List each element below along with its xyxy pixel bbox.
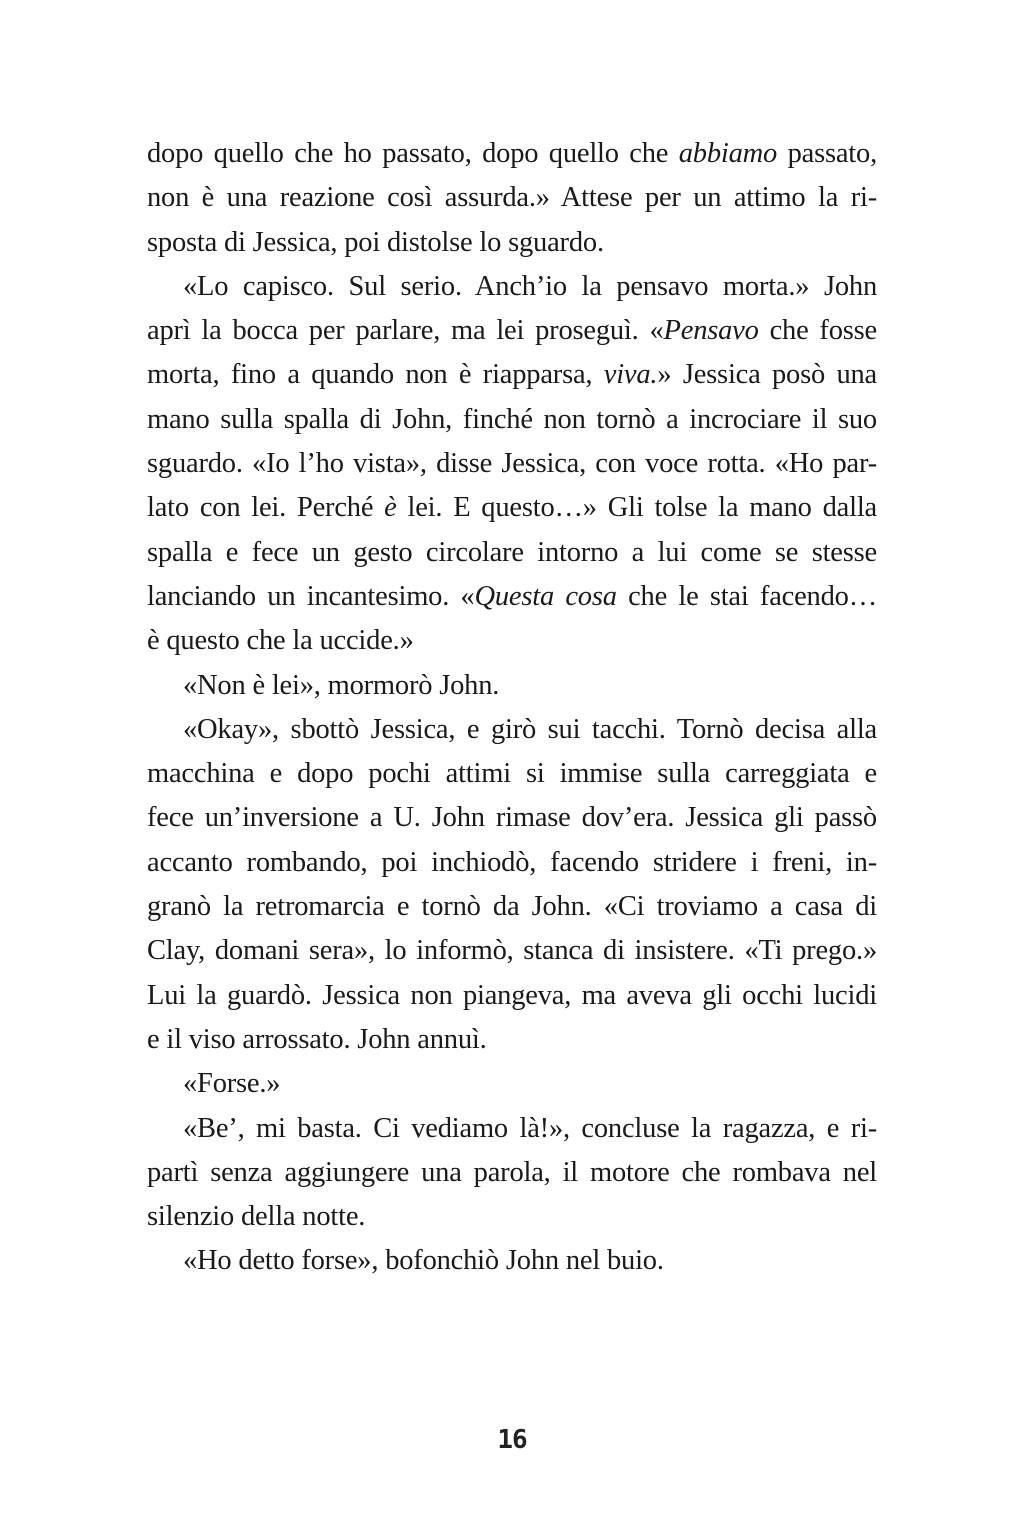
text-line	[147, 309, 877, 353]
text-segment: aprì la bocca per parlare, ma lei proseguì. «	[147, 315, 664, 347]
text-line	[147, 1195, 877, 1239]
text-segment: «Lo capisco. Sul serio. Anch’io la pensavo morta.» John	[183, 270, 877, 302]
text-segment: macchina e dopo pochi attimi si immise sulla carreggiata e	[147, 758, 877, 790]
text-line	[147, 885, 877, 929]
text-segment: lei. E questo…» Gli tolse la mano dalla	[396, 492, 877, 524]
text-segment: accanto rombando, poi inchiodò, facendo stridere i freni, in-	[147, 846, 877, 878]
text-segment: «Be’, mi basta. Ci vediamo là!», concluse la ragazza, e ri-	[183, 1112, 877, 1144]
text-segment: passato,	[777, 138, 877, 169]
italic-text: Questa cosa	[474, 580, 617, 612]
text-segment: granò la retromarcia e tornò da John. «Ci troviamo a casa di	[147, 891, 877, 923]
text-line	[147, 619, 877, 663]
italic-text: abbiamo	[678, 138, 778, 169]
text-segment: Lui la guardò. Jessica non piangeva, ma aveva gli occhi lucidi	[147, 979, 877, 1011]
book-page-body	[147, 132, 877, 1284]
page-number: 16	[497, 1425, 527, 1455]
text-segment: fece un’inversione a U. John rimase dov’era. Jessica gli passò	[147, 802, 877, 834]
text-segment: è questo che la uccide.»	[147, 625, 414, 657]
text-segment: che fosse	[758, 315, 877, 347]
text-line	[147, 221, 877, 265]
text-line	[147, 442, 877, 486]
text-segment: che le stai facendo…	[616, 580, 877, 612]
text-segment: «Non è lei», mormorò John.	[183, 669, 500, 701]
italic-text: è	[384, 492, 397, 524]
text-line	[147, 132, 877, 176]
text-line	[147, 176, 877, 220]
text-line	[147, 575, 877, 619]
text-line	[147, 1239, 877, 1283]
text-line	[147, 1151, 877, 1195]
text-segment: e il viso arrossato. John annuì.	[147, 1023, 487, 1055]
text-segment: sguardo. «Io l’ho vista», disse Jessica, con voce rotta. «Ho par-	[147, 448, 877, 480]
text-segment: «Okay», sbottò Jessica, e girò sui tacchi. Tornò decisa alla	[183, 713, 877, 745]
text-segment: dopo quello che ho passato, dopo quello che	[147, 138, 679, 169]
text-line	[147, 974, 877, 1018]
text-line	[147, 796, 877, 840]
text-segment: » Jessica posò una	[657, 359, 877, 391]
text-segment: «Ho detto forse», bofonchiò John nel buio.	[183, 1245, 664, 1277]
text-line	[147, 531, 877, 575]
text-line	[147, 664, 877, 708]
text-segment: partì senza aggiungere una parola, il motore che rombava nel	[147, 1156, 877, 1188]
text-segment: non è una reazione così assurda.» Attese per un attimo la ri-	[147, 182, 877, 214]
text-line	[147, 708, 877, 752]
text-line	[147, 929, 877, 973]
text-line	[147, 353, 877, 397]
text-line	[147, 841, 877, 885]
text-line	[147, 1107, 877, 1151]
text-segment: mano sulla spalla di John, finché non tornò a incrociare il suo	[147, 403, 877, 435]
text-line	[147, 398, 877, 442]
text-line	[147, 752, 877, 796]
italic-text: viva.	[603, 359, 658, 391]
text-segment: sposta di Jessica, poi distolse lo sguardo.	[147, 226, 604, 258]
text-line	[147, 486, 877, 530]
text-segment: lanciando un incantesimo. «	[147, 580, 475, 612]
italic-text: Pensavo	[663, 315, 759, 347]
text-segment: silenzio della notte.	[147, 1201, 366, 1233]
text-segment: «Forse.»	[183, 1068, 281, 1100]
text-segment: morta, fino a quando non è riapparsa,	[147, 359, 604, 391]
text-segment: Clay, domani sera», lo informò, stanca di insistere. «Ti prego.»	[147, 935, 877, 967]
text-line	[147, 1018, 877, 1062]
text-line	[147, 1062, 877, 1106]
text-line	[147, 265, 877, 309]
text-segment: spalla e fece un gesto circolare intorno a lui come se stesse	[147, 536, 877, 568]
text-segment: lato con lei. Perché	[147, 492, 385, 524]
